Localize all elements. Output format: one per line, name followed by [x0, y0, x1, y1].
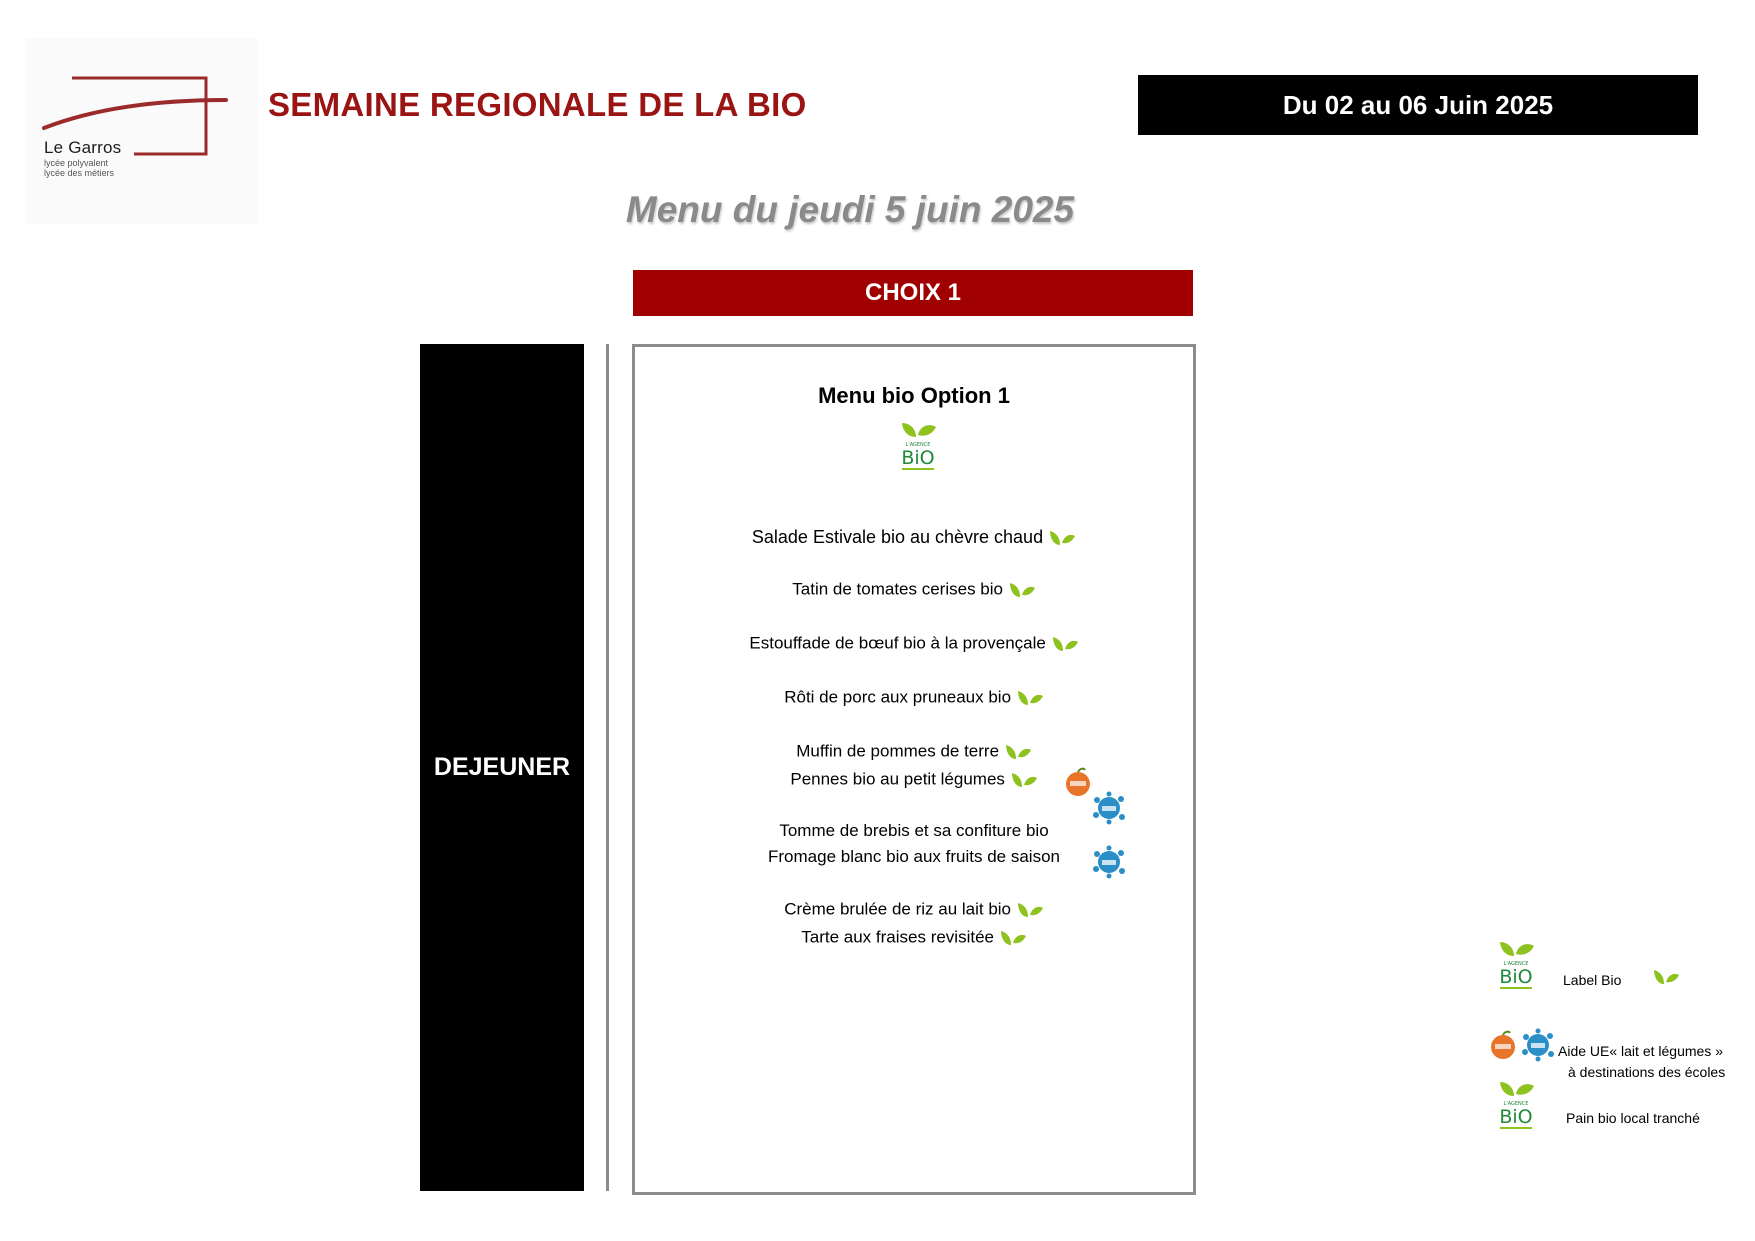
- agence-bio-logo-icon: [898, 419, 938, 473]
- eu-milk-logo-icon: [1092, 791, 1126, 825]
- menu-item: [635, 927, 1193, 949]
- menu-item-text: Tomme de brebis et sa confiture bio: [779, 821, 1049, 840]
- badge-big-text: BiO: [1499, 966, 1533, 988]
- menu-item-text: Tatin de tomates cerises bio: [792, 579, 1003, 599]
- bio-leaf-icon: [1016, 899, 1044, 921]
- menu-item: [635, 579, 1193, 601]
- bio-leaf-icon: [1048, 527, 1076, 549]
- date-range-banner: Du 02 au 06 Juin 2025: [1138, 75, 1698, 135]
- legend-eu-fruit-icon: [1488, 1030, 1518, 1060]
- badge-small-text: L'AGENCE: [1503, 1101, 1529, 1107]
- menu-item: [635, 769, 1193, 791]
- logo-graphic: [26, 38, 258, 224]
- badge-big-text: BiO: [901, 447, 935, 469]
- menu-item-text: Fromage blanc bio aux fruits de saison: [768, 847, 1060, 866]
- menu-item-text: Rôti de porc aux pruneaux bio: [784, 687, 1012, 707]
- menu-item-text: Salade Estivale bio au chèvre chaud: [751, 527, 1044, 547]
- page-title: SEMAINE REGIONALE DE LA BIO: [268, 86, 807, 123]
- legend-eu-milk-icon: [1521, 1028, 1555, 1062]
- menu-item-text: Estouffade de bœuf bio à la provençale: [749, 633, 1046, 653]
- menu-item: [635, 633, 1193, 655]
- eu-fruit-logo-icon: [1063, 767, 1093, 797]
- legend-eu-aid-line2: à destinations des écoles: [1568, 1064, 1726, 1080]
- legend-bio-leaf-icon: [1652, 966, 1680, 988]
- menu-item-text: Muffin de pommes de terre: [796, 741, 1000, 761]
- bio-leaf-icon: [1008, 579, 1036, 601]
- menu-item: [635, 821, 1193, 841]
- logo-subtitle-1: lycée polyvalent: [44, 158, 109, 168]
- school-logo: [26, 38, 258, 224]
- bio-leaf-icon: [1010, 769, 1038, 791]
- legend-agence-bio-icon: [1496, 938, 1536, 992]
- bio-leaf-icon: [1051, 633, 1079, 655]
- logo-name: Le Garros: [44, 138, 122, 157]
- badge-small-text: L'AGENCE: [905, 442, 931, 448]
- menu-item-text: Tarte aux fraises revisitée: [801, 927, 994, 947]
- menu-date-heading: Menu du jeudi 5 juin 2025: [625, 189, 1075, 230]
- legend-label-bio: Label Bio: [1563, 972, 1622, 988]
- menu-box: [632, 344, 1196, 1195]
- menu-item: [635, 899, 1193, 921]
- option-title: Menu bio Option 1: [818, 383, 1010, 408]
- menu-item: [635, 741, 1193, 763]
- choice-header: CHOIX 1: [633, 270, 1193, 316]
- legend-bread: Pain bio local tranché: [1566, 1110, 1700, 1126]
- menu-item-text: Pennes bio au petit légumes: [790, 769, 1005, 789]
- legend-bread-bio-icon: [1496, 1078, 1536, 1132]
- badge-small-text: L'AGENCE: [1503, 961, 1529, 967]
- logo-subtitle-2: lycée des métiers: [44, 168, 115, 178]
- menu-item: [635, 527, 1193, 549]
- column-divider: [606, 344, 609, 1191]
- bio-leaf-icon: [1016, 687, 1044, 709]
- menu-item: [635, 687, 1193, 709]
- legend-eu-aid-line1: Aide UE« lait et légumes »: [1558, 1043, 1723, 1059]
- eu-milk-logo-icon: [1092, 845, 1126, 879]
- meal-label: DEJEUNER: [433, 753, 571, 781]
- badge-big-text: BiO: [1499, 1106, 1533, 1128]
- bio-leaf-icon: [1004, 741, 1032, 763]
- bio-leaf-icon: [999, 927, 1027, 949]
- meal-label-block: [420, 344, 584, 1191]
- menu-item-text: Crème brulée de riz au lait bio: [784, 899, 1012, 919]
